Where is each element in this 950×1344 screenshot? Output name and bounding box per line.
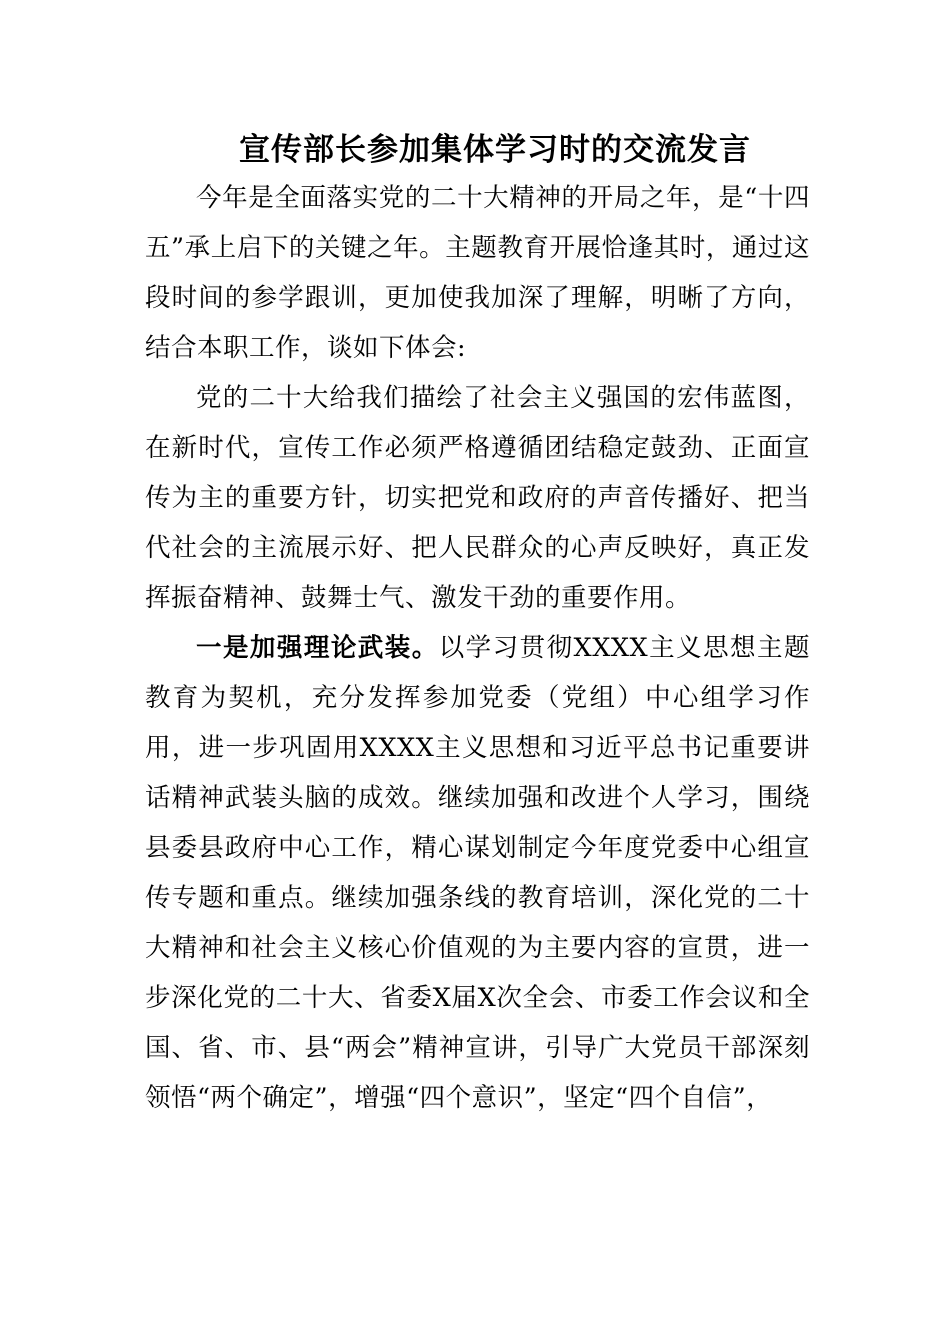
document-title: 宣传部长参加集体学习时的交流发言 <box>239 132 751 168</box>
paragraph-intro <box>145 173 810 373</box>
paragraph-text: 党的二十大给我们描绘了社会主义强国的宏伟蓝图，在新时代，宣传工作必须严格遵循团结稳定鼓劲、正面宣传为主的重要方针，切实把党和政府的声音传播好、把当代社会的主流展示好、把人民群众的心声反映好，真正发挥振奋精神、鼓舞士气、激发干劲的重要作用。 <box>145 383 810 613</box>
paragraph-lead-heading: 一是加强理论武装。 <box>196 633 439 663</box>
paragraph-theory <box>145 623 810 1123</box>
paragraph-blueprint <box>145 373 810 623</box>
document-body <box>145 173 810 1123</box>
paragraph-text: 以学习贯彻XXXX主义思想主题教育为契机，充分发挥参加党委（党组）中心组学习作用，进一步巩固用XXXX主义思想和习近平总书记重要讲话精神武装头脑的成效。继续加强和改进个人学习，围绕县委县政府中心工作，精心谋划制定今年度党委中心组宣传专题和重点。继续加强条线的教育培训，深化党的二十大精神和社会主义核心价值观的为主要内容的宣贯，进一步深化党的二十大、省委X届X次全会、市委工作会议和全国、省、市、县“两会”精神宣讲，引导广大党员干部深刻领悟“两个确定”，增强“四个意识”，坚定“四个自信”， <box>145 633 810 1113</box>
paragraph-text: 今年是全面落实党的二十大精神的开局之年，是“十四五”承上启下的关键之年。主题教育开展恰逢其时，通过这段时间的参学跟训，更加使我加深了理解，明晰了方向，结合本职工作，谈如下体会: <box>145 183 810 363</box>
